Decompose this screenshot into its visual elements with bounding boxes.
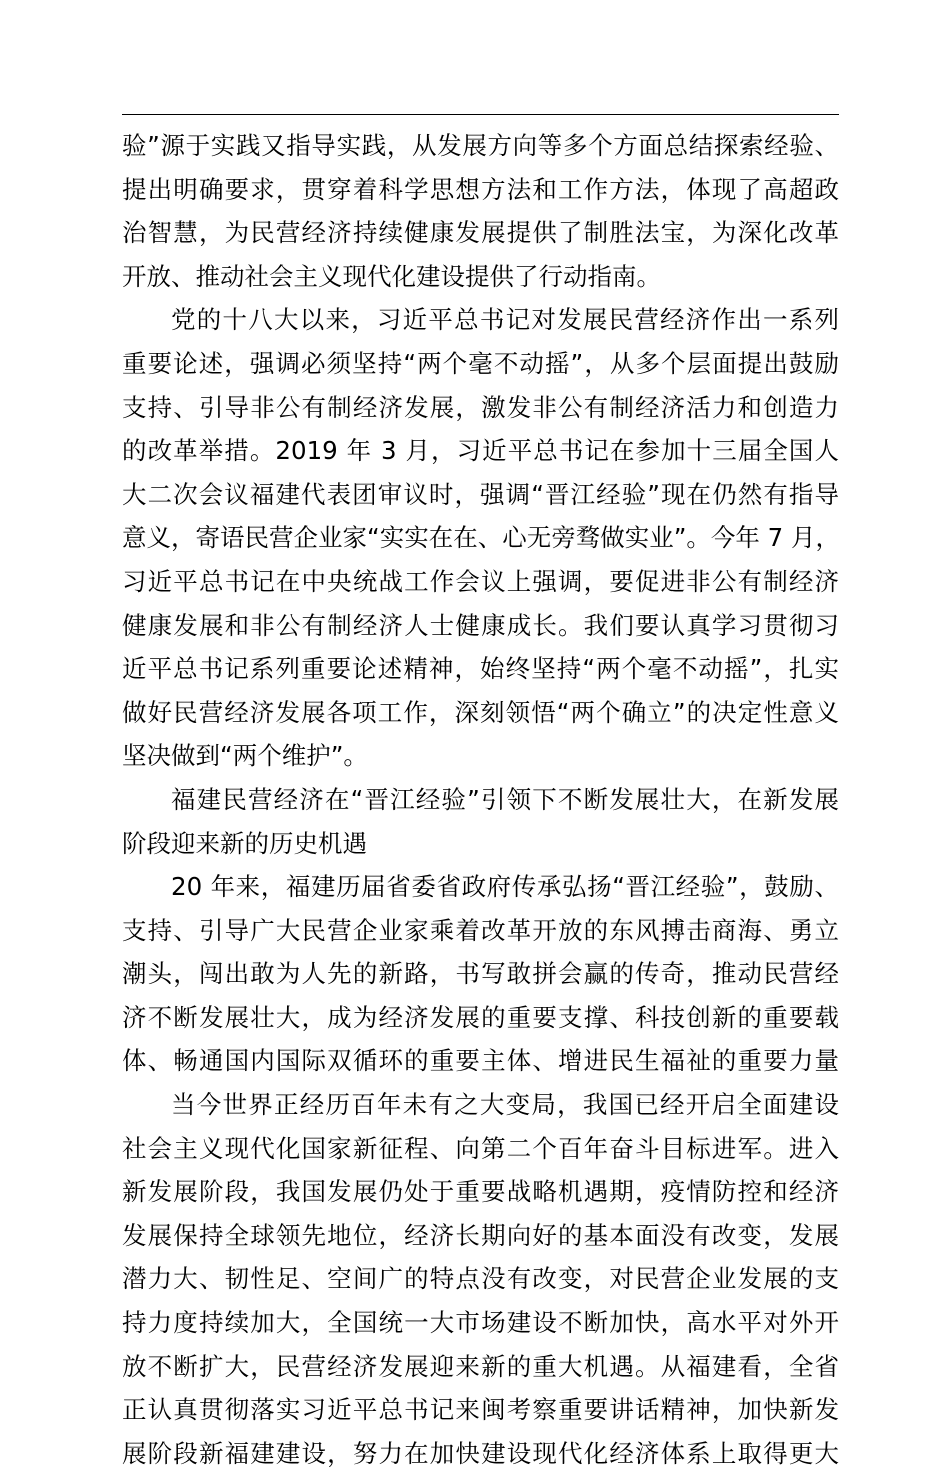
text-line: 支持、引导广大民营企业家乘着改革开放的东风搏击商海、勇立 — [122, 915, 839, 945]
text-line: 展阶段新福建建设，努力在加快建设现代化经济体系上取得更大 — [122, 1438, 839, 1468]
text-line: 近平总书记系列重要论述精神，始终坚持“两个毫不动摇”，扎实 — [122, 654, 839, 684]
text-line: 的改革举措。2019 年 3 月，习近平总书记在参加十三届全国人 — [122, 436, 839, 466]
text-line: 潮头，闯出敢为人先的新路，书写敢拼会赢的传奇，推动民营经 — [122, 959, 839, 989]
section-heading-line: 阶段迎来新的历史机遇 — [122, 828, 367, 858]
text-line: 济不断发展壮大，成为经济发展的重要支撑、科技创新的重要载 — [122, 1002, 839, 1032]
text-line: 验”源于实践又指导实践，从发展方向等多个方面总结探索经验、 — [122, 131, 839, 160]
paragraph-first-line: 20 年来，福建历届省委省政府传承弘扬“晋江经验”，鼓励、 — [171, 872, 839, 902]
text-line: 做好民营经济发展各项工作，深刻领悟“两个确立”的决定性意义 — [122, 697, 839, 727]
text-line: 大二次会议福建代表团审议时，强调“晋江经验”现在仍然有指导 — [122, 479, 839, 509]
text-line: 意义，寄语民营企业家“实实在在、心无旁骛做实业”。今年 7 月， — [122, 523, 841, 553]
text-line: 提出明确要求，贯穿着科学思想方法和工作方法，体现了高超政 — [122, 174, 839, 204]
section-heading-line: 福建民营经济在“晋江经验”引领下不断发展壮大，在新发展 — [171, 784, 839, 814]
text-line: 开放、推动社会主义现代化建设提供了行动指南。 — [122, 261, 661, 291]
text-line: 潜力大、韧性足、空间广的特点没有改变，对民营企业发展的支 — [122, 1264, 839, 1294]
text-line: 习近平总书记在中央统战工作会议上强调，要促进非公有制经济 — [122, 566, 839, 596]
text-line: 支持、引导非公有制经济发展，激发非公有制经济活力和创造力 — [122, 392, 839, 422]
text-line: 重要论述，强调必须坚持“两个毫不动摇”，从多个层面提出鼓励 — [122, 348, 839, 378]
text-line: 社会主义现代化国家新征程、向第二个百年奋斗目标进军。进入 — [122, 1133, 839, 1163]
text-line: 放不断扩大，民营经济发展迎来新的重大机遇。从福建看，全省 — [122, 1351, 839, 1381]
text-line: 发展保持全球领先地位，经济长期向好的基本面没有改变，发展 — [122, 1220, 839, 1250]
paragraph-first-line: 党的十八大以来，习近平总书记对发展民营经济作出一系列 — [171, 305, 839, 335]
text-line: 健康发展和非公有制经济人士健康成长。我们要认真学习贯彻习 — [122, 610, 839, 640]
body-text — [122, 124, 839, 1475]
header-rule — [122, 114, 839, 115]
text-line: 体、畅通国内国际双循环的重要主体、增进民生福祉的重要力量 — [122, 1046, 839, 1076]
text-line: 新发展阶段，我国发展仍处于重要战略机遇期，疫情防控和经济 — [122, 1177, 839, 1207]
text-line: 坚决做到“两个维护”。 — [122, 741, 368, 771]
text-line: 治智慧，为民营经济持续健康发展提供了制胜法宝，为深化改革 — [122, 218, 839, 248]
text-line: 持力度持续加大，全国统一大市场建设不断加快，高水平对外开 — [122, 1308, 839, 1338]
paragraph-first-line: 当今世界正经历百年未有之大变局，我国已经开启全面建设 — [171, 1090, 839, 1120]
text-line: 正认真贯彻落实习近平总书记来闽考察重要讲话精神，加快新发 — [122, 1395, 839, 1425]
